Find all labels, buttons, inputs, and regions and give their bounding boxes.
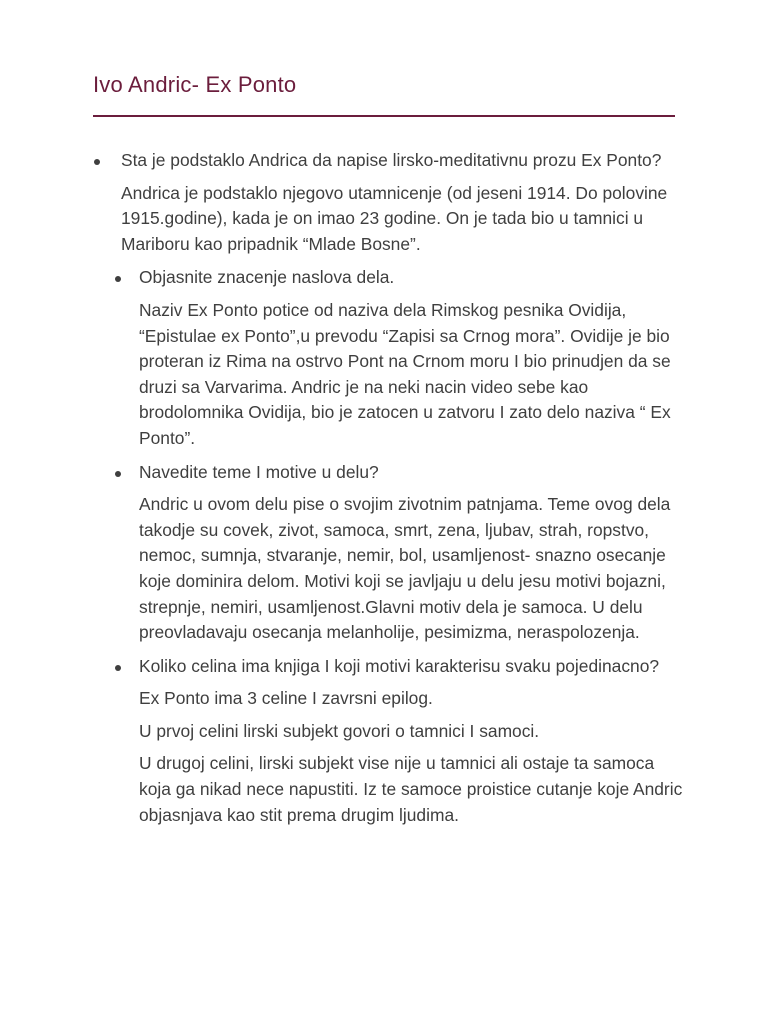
answer-paragraph: Naziv Ex Ponto potice od naziva dela Rimskog pesnika Ovidija, “Epistulae ex Ponto”,u prevodu “Zapisi sa Crnog mora”. Ovidije je bio proteran iz Rima na ostrvo Pont na Crnom moru I bio prinudjen da se druzi sa Varvarima. Andric je na neki nacin video sebe kao brodolomnika Ovidija, bio je zatocen u zatvoru I zato delo naziva “ Ex Ponto”.: [139, 299, 671, 448]
question-item: [93, 460, 683, 486]
title-underline: [93, 115, 675, 117]
bullet-icon: [115, 276, 121, 282]
question-item: [93, 265, 683, 291]
answer-paragraph: U drugoj celini, lirski subjekt vise nije u tamnici ali ostaje ta samoca koja ga nikad nece napustiti. Iz te samoce proistice cutanje koje Andric objasnjava kao stit prema drugim ljudima.: [139, 753, 683, 825]
document-title: Ivo Andric- Ex Ponto: [93, 72, 297, 97]
question-item: [93, 654, 683, 680]
answer-paragraph: Andric u ovom delu pise o svojim zivotnim patnjama. Teme ovog dela takodje su covek, zivot, samoca, smrt, zena, ljubav, strah, ropstvo, nemoc, sumnja, stvaranje, nemir, bol, usamljenost- snazno osecanje koje dominira delom. Motivi koji se javljaju u delu jesu motivi bojazni, strepnje, nemiri, usamljenost.Glavni motiv dela je samoca. U delu preovladavaju osecanja melanholije, pesimizma, neraspolozenja.: [139, 494, 671, 643]
answer-paragraph: Andrica je podstaklo njegovo utamnicenje (od jeseni 1914. Do polovine 1915.godine), kada je on imao 23 godine. On je tada bio u tamnici u Mariboru kao pripadnik “Mlade Bosne”.: [121, 182, 668, 254]
question-text: Koliko celina ima knjiga I koji motivi karakterisu svaku pojedinacno?: [139, 655, 660, 676]
bullet-icon: [94, 159, 100, 165]
answer-paragraph: Ex Ponto ima 3 celine I zavrsni epilog.: [139, 688, 433, 709]
question-text: Objasnite znacenje naslova dela.: [139, 267, 395, 288]
document-body: [93, 148, 683, 828]
question-text: Navedite teme I motive u delu?: [139, 461, 379, 482]
question-text: Sta je podstaklo Andrica da napise lirsko-meditativnu prozu Ex Ponto?: [121, 150, 662, 170]
bullet-icon: [115, 471, 121, 477]
answer-paragraph: U prvoj celini lirski subjekt govori o tamnici I samoci.: [139, 720, 540, 741]
bullet-icon: [115, 665, 121, 671]
question-item: [93, 148, 683, 174]
